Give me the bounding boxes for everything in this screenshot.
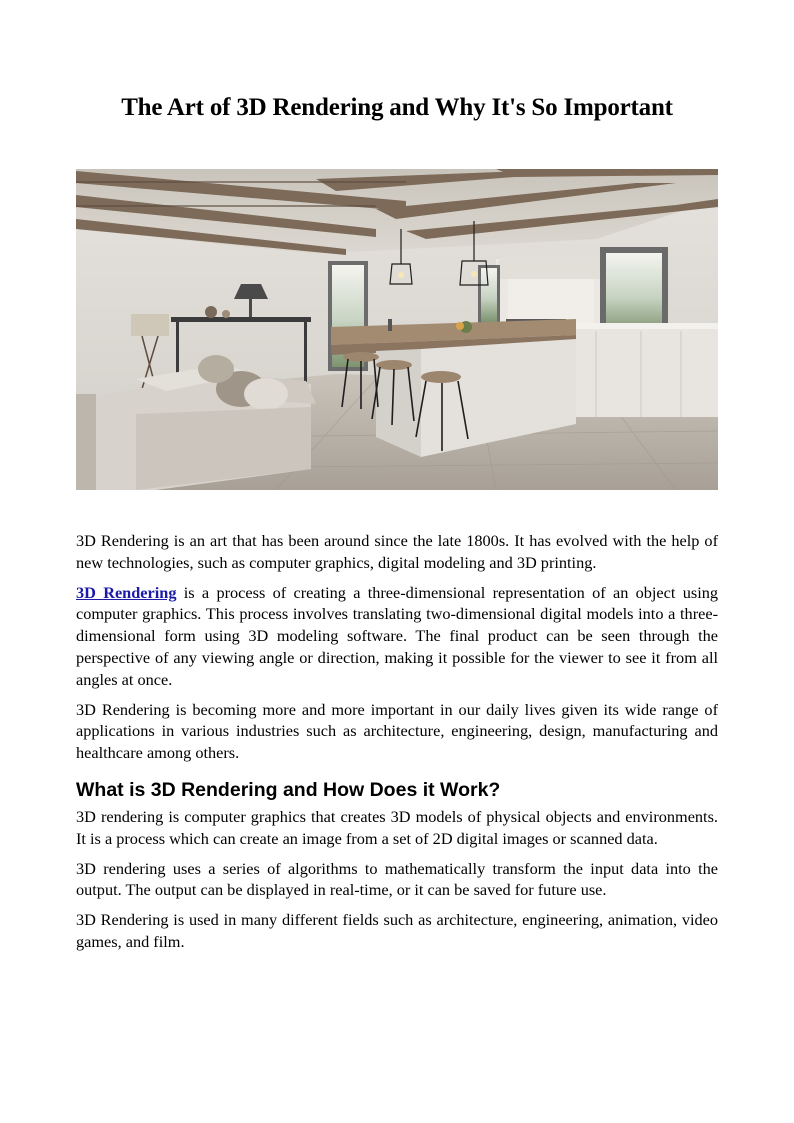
section-paragraph-3: 3D Rendering is used in many different fields such as architecture, engineering, animation, video games, and film. xyxy=(76,910,718,951)
section-paragraph-2: 3D rendering uses a series of algorithms to mathematically transform the input data into the output. The output can be displayed in real-time, or it can be saved for future use. xyxy=(76,858,718,900)
kitchen-interior-render-image xyxy=(76,169,718,490)
article-body xyxy=(76,530,718,961)
intro-paragraph: 3D Rendering is an art that has been around since the late 1800s. It has evolved with the help of new technologies, such as computer graphics, digital modeling and 3D printing. xyxy=(76,531,718,572)
section-paragraph-1: 3D rendering is computer graphics that creates 3D models of physical objects and environments. It is a process which can create an image from a set of 2D digital images or scanned data. xyxy=(76,806,718,848)
section-heading: What is 3D Rendering and How Does it Work? xyxy=(76,778,501,801)
importance-paragraph: 3D Rendering is becoming more and more important in our daily lives given its wide range of applications in various industries such as architecture, engineering, design, manufacturing and healthcare among others. xyxy=(76,699,718,763)
definition-paragraph xyxy=(76,582,718,691)
definition-text: is a process of creating a three-dimensional representation of an object using computer graphics. This process involves translating two-dimensional digital models into a three-dimensional form using 3D modeling software. The final product can be seen through the perspective of any viewing angle or direction, making it possible for the viewer to see it from all angles at once. xyxy=(76,582,718,689)
3d-rendering-link[interactable]: 3D Rendering xyxy=(76,582,177,602)
page-title: The Art of 3D Rendering and Why It's So Important xyxy=(121,94,673,121)
